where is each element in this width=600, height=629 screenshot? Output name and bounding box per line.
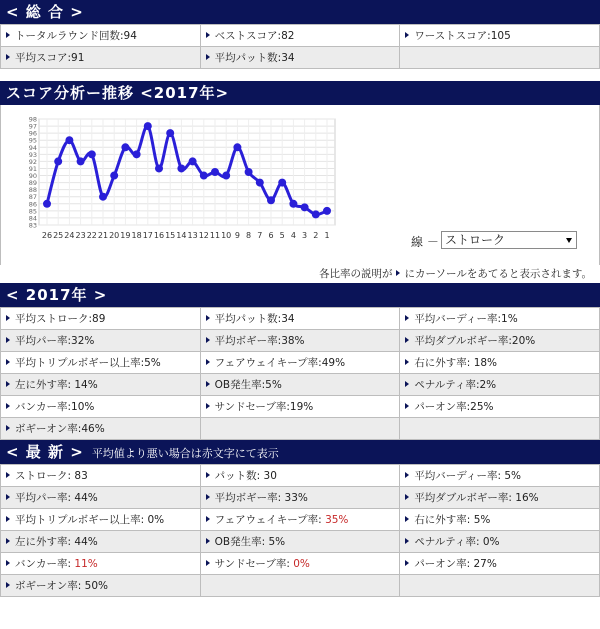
stat-text: パーオン率:25% — [414, 401, 494, 413]
x-tick-label: 21 — [97, 231, 109, 240]
empty-cell — [400, 418, 600, 440]
stat-label: OB発生率: — [214, 536, 269, 548]
stat-cell[interactable] — [1, 418, 201, 440]
arrow-icon — [206, 472, 210, 478]
y-tick-label: 89 — [28, 179, 37, 188]
stat-value: 83 — [74, 470, 88, 482]
y-tick-label: 85 — [28, 207, 37, 216]
x-tick-label: 25 — [53, 231, 64, 240]
arrow-icon — [6, 425, 10, 431]
arrow-icon — [6, 494, 10, 500]
stat-cell[interactable] — [1, 575, 201, 597]
data-point — [200, 172, 208, 180]
x-tick-label: 26 — [41, 231, 53, 240]
line-type-select[interactable] — [441, 231, 577, 249]
stat-label: ボギーオン率: — [15, 580, 85, 592]
x-tick-label: 22 — [86, 231, 97, 240]
data-point — [312, 210, 320, 218]
line-label: 線 － — [411, 235, 439, 249]
y-tick-label: 87 — [28, 193, 37, 202]
arrow-icon — [206, 403, 210, 409]
x-tick-label: 23 — [75, 231, 86, 240]
stat-cell[interactable] — [200, 531, 400, 553]
stat-value: 16% — [515, 492, 539, 504]
arrow-icon — [6, 337, 10, 343]
y-tick-label: 86 — [28, 200, 37, 209]
data-point — [99, 193, 107, 201]
y-tick-label: 90 — [28, 172, 37, 181]
stat-value: 5% — [504, 470, 522, 482]
year-header: < 2017年 > — [0, 283, 600, 307]
empty-cell — [200, 418, 400, 440]
arrow-icon — [405, 403, 409, 409]
x-tick-label: 15 — [165, 231, 176, 240]
x-tick-label: 9 — [234, 231, 240, 240]
arrow-icon — [6, 582, 10, 588]
x-tick-label: 16 — [153, 231, 165, 240]
stat-value: 30 — [263, 470, 277, 482]
stat-text: 右に外す率: 18% — [414, 357, 498, 369]
arrow-icon — [405, 359, 409, 365]
arrow-icon — [206, 538, 210, 544]
empty-cell — [400, 47, 600, 69]
stat-value: 44% — [74, 492, 98, 504]
stat-cell[interactable] — [400, 396, 600, 418]
x-tick-label: 7 — [257, 231, 263, 240]
data-point — [121, 143, 129, 151]
stat-text: 平均バーディー率:1% — [414, 313, 518, 325]
data-point — [267, 196, 275, 204]
x-tick-label: 14 — [176, 231, 187, 240]
select-value: ストローク — [445, 233, 506, 247]
stat-label: 右に外す率: — [414, 514, 474, 526]
stat-text: 平均ダブルボギー率:20% — [414, 335, 536, 347]
x-tick-label: 8 — [246, 231, 252, 240]
x-tick-label: 19 — [120, 231, 131, 240]
summary-cell: ワーストスコア:105 — [400, 25, 600, 47]
arrow-icon — [6, 516, 10, 522]
stat-cell[interactable] — [200, 308, 400, 330]
stat-value: 5% — [473, 514, 491, 526]
arrow-icon — [206, 560, 210, 566]
stat-text: 平均トリプルボギー以上率:5% — [15, 357, 161, 369]
stat-cell[interactable] — [200, 465, 400, 487]
stat-label: 平均パー率: — [15, 492, 75, 504]
y-tick-label: 93 — [28, 150, 37, 159]
data-point — [256, 179, 264, 187]
stat-cell[interactable] — [1, 374, 201, 396]
x-tick-label: 4 — [290, 231, 296, 240]
stat-label: 平均ボギー率: — [214, 492, 285, 504]
x-tick-label: 11 — [209, 231, 221, 240]
arrow-icon — [6, 359, 10, 365]
stat-cell[interactable] — [400, 509, 600, 531]
stat-text: 平均ストローク:89 — [15, 313, 106, 325]
stat-cell[interactable] — [200, 396, 400, 418]
stat-label: パット数: — [214, 470, 264, 482]
stat-text: フェアウェイキープ率:49% — [214, 357, 346, 369]
stat-label: サンドセーブ率: — [214, 558, 294, 570]
arrow-icon — [6, 560, 10, 566]
latest-stats-table — [0, 464, 600, 597]
data-point — [144, 122, 152, 130]
stat-cell[interactable] — [1, 396, 201, 418]
data-point — [222, 172, 230, 180]
stat-text: 平均パット数:34 — [214, 313, 295, 325]
x-tick-label: 17 — [142, 231, 153, 240]
stat-text: 左に外す率: 14% — [15, 379, 98, 391]
stat-value: 5% — [268, 536, 286, 548]
data-point — [88, 150, 96, 158]
summary-cell: 平均パット数:34 — [200, 47, 400, 69]
x-tick-label: 1 — [324, 231, 330, 240]
stat-value: 35% — [325, 514, 349, 526]
stat-value: 33% — [284, 492, 308, 504]
score-trend-chart — [15, 113, 345, 255]
stat-label: ペナルティ率: — [414, 536, 483, 548]
data-point — [278, 179, 286, 187]
stat-cell[interactable] — [400, 465, 600, 487]
stat-cell[interactable] — [400, 352, 600, 374]
data-point — [233, 143, 241, 151]
y-tick-label: 91 — [28, 164, 37, 173]
stat-cell[interactable] — [200, 374, 400, 396]
summary-header: < 総 合 > — [0, 0, 600, 24]
stat-cell[interactable] — [1, 308, 201, 330]
stat-text: サンドセーブ率:19% — [214, 401, 314, 413]
stat-cell[interactable] — [400, 553, 600, 575]
y-tick-label: 92 — [28, 157, 37, 166]
plot-area — [39, 119, 335, 225]
data-point — [54, 157, 62, 165]
stat-value: 0% — [482, 536, 500, 548]
stat-cell[interactable] — [200, 509, 400, 531]
arrow-icon — [405, 516, 409, 522]
x-tick-label: 6 — [268, 231, 274, 240]
stat-cell[interactable] — [200, 330, 400, 352]
x-tick-label: 24 — [64, 231, 75, 240]
stat-cell[interactable] — [1, 352, 201, 374]
data-point — [245, 168, 253, 176]
arrow-icon — [206, 315, 210, 321]
data-point — [211, 168, 219, 176]
data-point — [189, 157, 197, 165]
y-tick-label: 98 — [28, 115, 37, 124]
stat-value: 50% — [84, 580, 109, 592]
arrow-icon — [6, 472, 10, 478]
hint-note: 各比率の説明が にカーソールをあてると表示されます。 — [318, 268, 592, 280]
x-tick-label: 2 — [313, 231, 319, 240]
y-tick-label: 84 — [28, 214, 37, 223]
data-point — [177, 164, 185, 172]
arrow-icon — [206, 516, 210, 522]
latest-subheader: 平均値より悪い場合は赤文字にて表示 — [91, 447, 279, 460]
arrow-icon — [6, 32, 10, 38]
arrow-icon — [6, 315, 10, 321]
arrow-icon — [405, 32, 409, 38]
y-tick-label: 96 — [28, 129, 37, 138]
stat-text: ペナルティ率:2% — [414, 379, 497, 391]
stat-cell[interactable] — [400, 308, 600, 330]
arrow-icon — [206, 381, 210, 387]
stat-cell[interactable] — [400, 330, 600, 352]
stat-value: 44% — [74, 536, 98, 548]
stat-label: 平均トリプルボギー以上率: — [15, 514, 148, 526]
y-tick-label: 95 — [28, 136, 37, 145]
arrow-icon — [405, 560, 409, 566]
arrow-icon — [396, 270, 400, 276]
stat-text: バンカー率:10% — [15, 401, 95, 413]
latest-header: < 最 新 > 平均値より悪い場合は赤文字にて表示 — [0, 440, 600, 464]
x-tick-label: 12 — [198, 231, 209, 240]
arrow-icon — [6, 54, 10, 60]
stat-cell[interactable] — [1, 330, 201, 352]
data-point — [289, 200, 297, 208]
data-point — [77, 157, 85, 165]
stat-label: パーオン率: — [414, 558, 474, 570]
arrow-icon — [206, 54, 210, 60]
arrow-icon — [405, 381, 409, 387]
stat-text: 平均ボギー率:38% — [214, 335, 305, 347]
stat-label: フェアウェイキープ率: — [214, 514, 326, 526]
analysis-header: スコア分析ー推移 <2017年> — [0, 81, 600, 105]
x-tick-label: 18 — [131, 231, 142, 240]
data-point — [155, 164, 163, 172]
arrow-icon — [405, 315, 409, 321]
arrow-icon — [206, 359, 210, 365]
stat-cell[interactable] — [1, 553, 201, 575]
x-tick-label: 3 — [302, 231, 308, 240]
summary-cell: ベストスコア:82 — [200, 25, 400, 47]
stat-text: 平均パー率:32% — [15, 335, 95, 347]
stat-text: OB発生率:5% — [214, 379, 282, 391]
data-point — [301, 203, 309, 211]
stat-label: 平均バーディー率: — [414, 470, 505, 482]
y-tick-label: 83 — [28, 221, 37, 230]
stat-cell[interactable] — [400, 487, 600, 509]
stat-value: 27% — [473, 558, 497, 570]
year-stats-table — [0, 307, 600, 440]
arrow-icon — [6, 381, 10, 387]
empty-cell — [400, 575, 600, 597]
summary-cell: 平均スコア:91 — [1, 47, 201, 69]
data-point — [133, 150, 141, 158]
arrow-icon — [6, 403, 10, 409]
stat-label: バンカー率: — [15, 558, 75, 570]
chart-area — [0, 105, 600, 265]
stat-value: 0% — [293, 558, 310, 570]
stat-cell[interactable] — [200, 352, 400, 374]
stat-text: ボギーオン率:46% — [15, 423, 105, 435]
stat-label: 平均ダブルボギー率: — [414, 492, 516, 504]
stat-label: 左に外す率: — [15, 536, 75, 548]
stat-value: 0% — [147, 514, 165, 526]
arrow-icon — [206, 494, 210, 500]
data-point — [323, 207, 331, 215]
summary-table — [0, 24, 600, 69]
arrow-icon — [405, 337, 409, 343]
arrow-icon — [405, 494, 409, 500]
arrow-icon — [206, 337, 210, 343]
y-tick-label: 94 — [28, 143, 37, 152]
stat-cell[interactable] — [400, 374, 600, 396]
stat-cell[interactable] — [1, 465, 201, 487]
data-point — [110, 172, 118, 180]
x-tick-label: 5 — [279, 231, 285, 240]
x-tick-label: 20 — [109, 231, 120, 240]
stat-value: 11% — [74, 558, 98, 570]
data-point — [43, 200, 51, 208]
stat-cell[interactable] — [1, 509, 201, 531]
stat-cell[interactable] — [400, 531, 600, 553]
data-point — [166, 129, 174, 137]
arrow-icon — [206, 32, 210, 38]
dropdown-caret-icon — [566, 238, 572, 243]
stat-cell[interactable] — [1, 531, 201, 553]
data-point — [65, 136, 73, 144]
y-tick-label: 88 — [28, 186, 37, 195]
arrow-icon — [6, 538, 10, 544]
x-tick-label: 13 — [187, 231, 198, 240]
empty-cell — [200, 575, 400, 597]
stat-cell[interactable] — [1, 487, 201, 509]
y-tick-label: 97 — [28, 122, 37, 131]
x-tick-label: 10 — [221, 231, 232, 240]
stat-cell[interactable] — [200, 487, 400, 509]
stat-cell[interactable] — [200, 553, 400, 575]
arrow-icon — [405, 472, 409, 478]
summary-cell: トータルラウンド回数:94 — [1, 25, 201, 47]
arrow-icon — [405, 538, 409, 544]
stat-label: ストローク: — [15, 470, 75, 482]
